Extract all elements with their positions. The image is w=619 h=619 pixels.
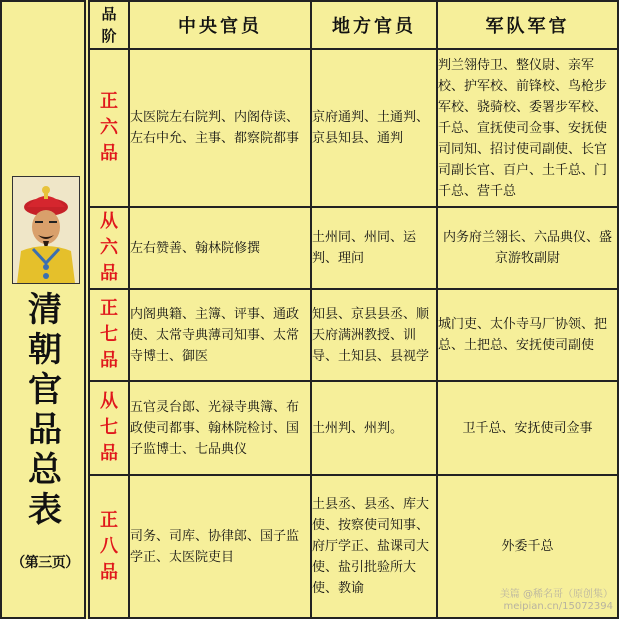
main-title [22,290,68,530]
cell-text: 司务、司库、协律郎、国子监学正、太医院吏目 [130,528,300,565]
cell-text: 土州判、州判。 [312,420,404,436]
qing-official-portrait [12,176,80,284]
title-column [0,0,86,619]
watermark: 美篇 @稀名哥（原创集） meipian.cn/15072394 [499,589,613,612]
rank-table [88,0,619,619]
table-row [89,207,618,289]
rank-char: 正 [100,298,118,319]
table-row [89,49,618,207]
central-officials-cell [129,207,311,289]
rank-char: 品 [100,561,118,583]
table-row [89,289,618,381]
central-officials-cell [129,289,311,381]
military-officers-cell [437,207,618,289]
military-officers-cell [437,289,618,381]
rank-header-char: 品 [101,5,117,23]
cell-text: 城门吏、太仆寺马厂协领、把总、土把总、安抚使司副使 [438,317,608,353]
rank-char: 品 [100,143,118,164]
central-officials-cell [129,49,311,207]
military-officers-cell [437,49,618,207]
title-char: 表 [28,490,62,530]
table-row [89,381,618,475]
rank-char: 品 [100,350,118,371]
cell-text: 京府通判、土通判、京县知县、通判 [312,110,430,146]
rank-char: 六 [100,237,118,258]
central-officials-cell [129,381,311,475]
rank-char: 从 [100,391,118,412]
local-officials-cell [311,207,437,289]
rank-char: 六 [100,117,118,138]
rank-label [89,289,129,381]
title-char: 品 [28,410,62,450]
cell-text: 左右赞善、翰林院修撰 [130,240,261,256]
portrait-illustration [13,177,79,283]
rank-char: 品 [100,443,118,464]
rank-label [89,207,129,289]
local-officials-cell [311,49,437,207]
rank-label [89,49,129,207]
cell-text: 外委千总 [501,539,554,554]
cell-text: 判兰翎侍卫、整仪尉、亲军校、护军校、前锋校、鸟枪步军校、骁骑校、委署步军校、千总、宣抚使司佥事、安抚使司同知、招讨使司副使、长官司副长官、百户、土千总、门千总、营千总 [438,57,608,199]
cell-text: 内务府兰翎长、六品典仪、盛京游牧副尉 [442,230,612,266]
rank-column-header [89,1,129,49]
rank-char: 正 [100,509,118,531]
rank-char: 从 [100,211,118,232]
title-char: 总 [28,450,62,490]
local-officials-cell [311,289,437,381]
rank-char: 八 [100,535,118,557]
cell-text: 太医院左右院判、内阁侍读、左右中允、主事、都察院都事 [130,110,300,146]
cell-text: 土县丞、县丞、库大使、按察使司知事、府厅学正、盐课司大使、盐引批验所大使、教谕 [312,497,430,596]
rank-char: 正 [100,91,118,112]
local-officials-cell [311,475,437,618]
central-officials-header: 中央官员 [129,1,311,49]
title-char: 朝 [28,330,62,370]
cell-text: 知县、京县县丞、顺天府满洲教授、训导、土知县、县视学 [312,306,430,364]
military-officers-header: 军队军官 [437,1,618,49]
cell-text: 五官灵台郎、光禄寺典簿、布政使司都事、翰林院检讨、国子监博士、七品典仪 [130,399,300,457]
military-officers-cell [437,381,618,475]
title-char: 官 [28,370,62,410]
rank-char: 七 [100,417,118,438]
cell-text: 卫千总、安抚使司佥事 [462,420,593,436]
rank-label [89,381,129,475]
rank-label [89,475,129,618]
rank-char: 品 [100,263,118,284]
rank-header-char: 阶 [101,27,117,45]
page-number-note: （第三页） [11,555,79,571]
title-char: 清 [28,290,62,330]
cell-text: 内阁典籍、主簿、评事、通政使、太常寺典薄司知事、太常寺博士、御医 [130,306,300,364]
local-officials-cell [311,381,437,475]
table-header-row [89,1,618,49]
central-officials-cell [129,475,311,618]
local-officials-header: 地方官员 [311,1,437,49]
cell-text: 土州同、州同、运判、理问 [312,230,417,266]
rank-char: 七 [100,324,118,345]
